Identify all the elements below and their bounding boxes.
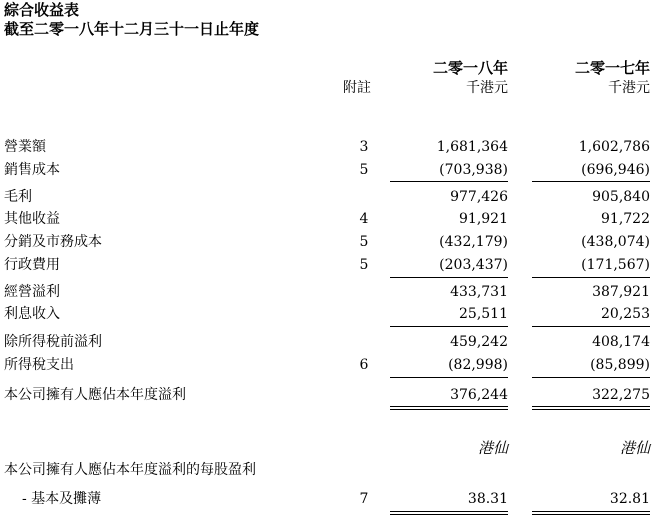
row-value-2017-operating-profit: 387,921 <box>592 284 650 300</box>
row-note-other-income: 4 <box>359 211 369 227</box>
eps-note: 7 <box>359 491 369 507</box>
row-note-income-tax: 6 <box>359 357 369 373</box>
subtotal-rule <box>532 377 650 378</box>
row-value-2017-admin-expenses: (171,567) <box>581 257 650 273</box>
row-value-2018-admin-expenses: (203,437) <box>439 257 508 273</box>
row-note-cost-of-sales: 5 <box>359 162 369 178</box>
row-label-other-income: 其他收益 <box>4 211 60 227</box>
subtotal-rule <box>532 277 650 278</box>
subtotal-rule <box>390 326 508 327</box>
row-label-income-tax: 所得稅支出 <box>4 357 74 373</box>
unit-header-2018: 千港元 <box>466 80 508 96</box>
eps-unit-2018: 港仙 <box>477 439 508 457</box>
row-value-2018-cost-of-sales: (703,938) <box>439 162 508 178</box>
row-value-2018-gross-profit: 977,426 <box>450 189 508 205</box>
row-label-gross-profit: 毛利 <box>4 189 32 205</box>
total-double-rule <box>390 409 508 410</box>
row-label-admin-expenses: 行政費用 <box>4 257 60 273</box>
statement-period: 截至二零一八年十二月三十一日止年度 <box>4 20 260 38</box>
row-value-2017-other-income: 91,722 <box>601 211 650 227</box>
row-label-profit-attributable: 本公司擁有人應佔本年度溢利 <box>4 387 186 403</box>
statement-title: 綜合收益表 <box>4 1 80 19</box>
subtotal-rule <box>390 277 508 278</box>
row-value-2018-profit-before-tax: 459,242 <box>450 334 508 350</box>
row-label-interest-income: 利息收入 <box>4 306 60 322</box>
subtotal-rule <box>532 181 650 182</box>
subtotal-rule <box>532 326 650 327</box>
subtotal-rule <box>390 181 508 182</box>
row-note-revenue: 3 <box>359 139 369 155</box>
row-value-2018-income-tax: (82,998) <box>448 357 508 373</box>
row-value-2017-income-tax: (85,899) <box>590 357 650 373</box>
eps-value-2018: 38.31 <box>467 491 508 507</box>
unit-header-2017: 千港元 <box>608 80 650 96</box>
row-value-2018-interest-income: 25,511 <box>459 306 508 322</box>
eps-basic-diluted-label: - 基本及攤薄 <box>22 491 102 507</box>
row-label-operating-profit: 經營溢利 <box>4 284 60 300</box>
eps-unit-2017: 港仙 <box>619 439 650 457</box>
row-label-profit-before-tax: 除所得稅前溢利 <box>4 334 102 350</box>
total-double-rule <box>390 514 508 515</box>
total-double-rule <box>532 406 650 407</box>
subtotal-rule <box>390 377 508 378</box>
total-double-rule <box>532 511 650 512</box>
row-value-2018-operating-profit: 433,731 <box>450 284 508 300</box>
row-label-revenue: 營業額 <box>4 139 46 155</box>
row-value-2017-profit-attributable: 322,275 <box>592 387 650 403</box>
year-header-2017: 二零一七年 <box>574 59 650 77</box>
row-value-2018-profit-attributable: 376,244 <box>450 387 508 403</box>
row-value-2017-gross-profit: 905,840 <box>592 189 650 205</box>
total-double-rule <box>532 514 650 515</box>
row-value-2017-interest-income: 20,253 <box>601 306 650 322</box>
total-double-rule <box>390 406 508 407</box>
row-value-2018-other-income: 91,921 <box>459 211 508 227</box>
row-label-distribution-costs: 分銷及市務成本 <box>4 234 102 250</box>
year-header-2018: 二零一八年 <box>432 59 508 77</box>
total-double-rule <box>390 511 508 512</box>
row-value-2017-distribution-costs: (438,074) <box>581 234 650 250</box>
row-note-distribution-costs: 5 <box>359 234 369 250</box>
total-double-rule <box>532 409 650 410</box>
row-note-admin-expenses: 5 <box>359 257 369 273</box>
row-value-2017-profit-before-tax: 408,174 <box>592 334 650 350</box>
eps-value-2017: 32.81 <box>609 491 650 507</box>
eps-heading: 本公司擁有人應佔本年度溢利的每股盈利 <box>4 462 256 478</box>
row-value-2017-revenue: 1,602,786 <box>578 139 650 155</box>
row-value-2018-revenue: 1,681,364 <box>436 139 508 155</box>
note-header: 附註 <box>343 80 371 96</box>
row-label-cost-of-sales: 銷售成本 <box>4 162 60 178</box>
row-value-2017-cost-of-sales: (696,946) <box>581 162 650 178</box>
row-value-2018-distribution-costs: (432,179) <box>439 234 508 250</box>
